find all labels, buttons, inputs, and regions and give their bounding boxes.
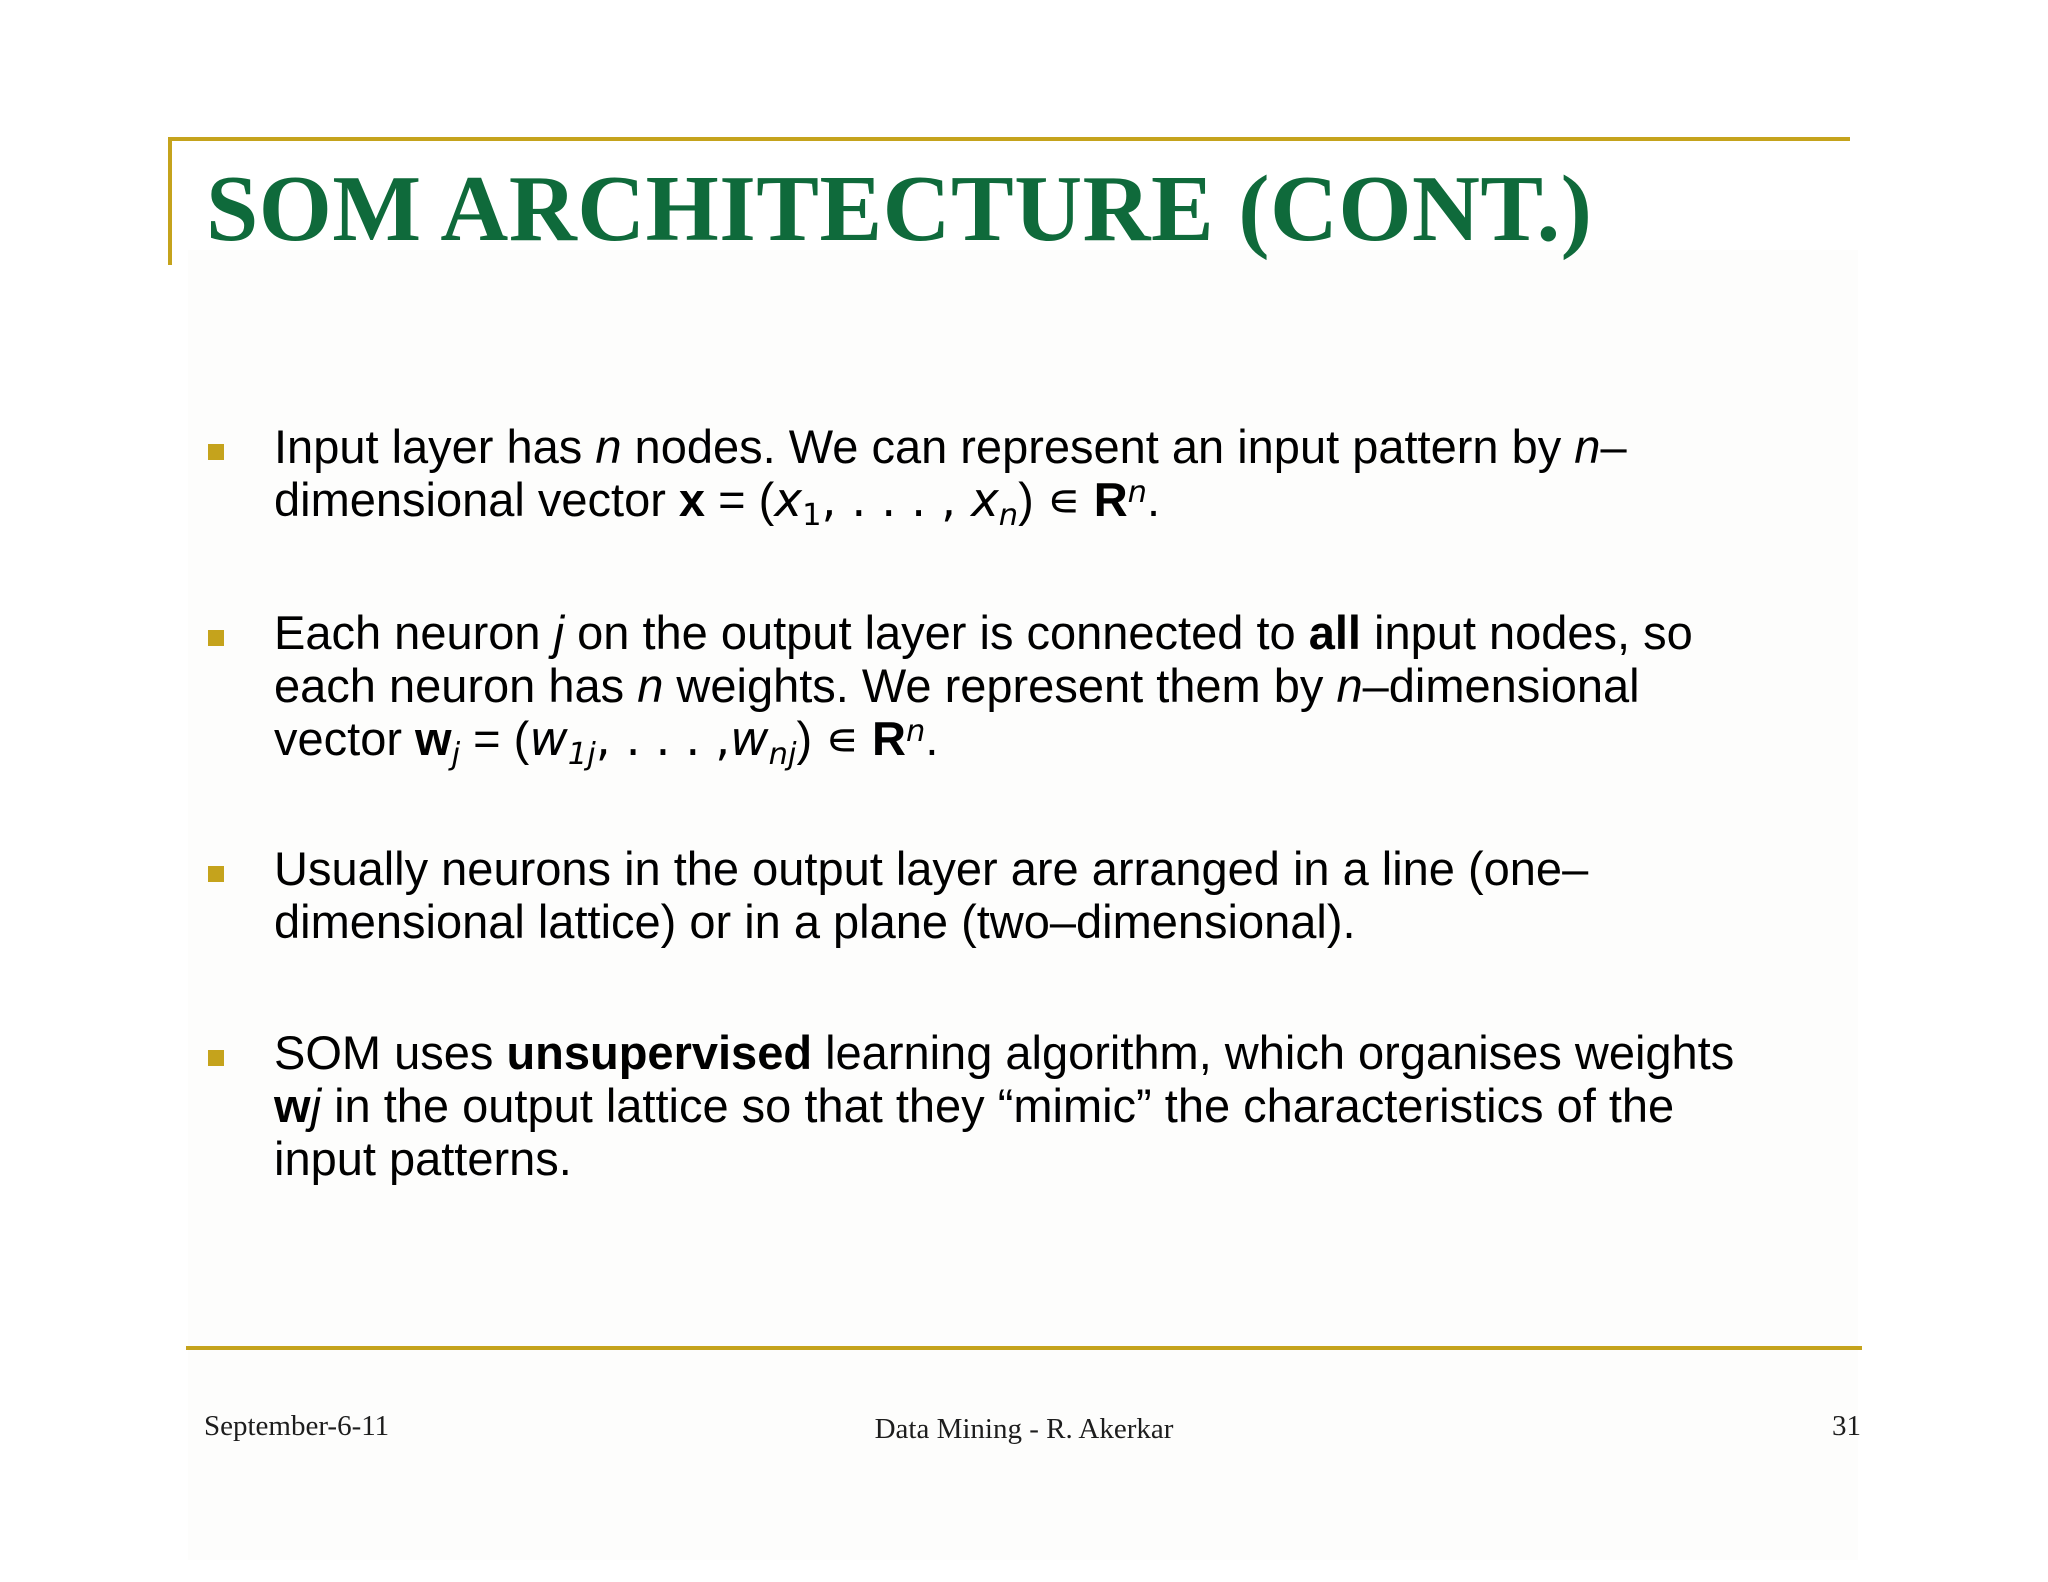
bold-vector: w: [415, 712, 452, 765]
slide-title: SOM ARCHITECTURE (CONT.): [206, 157, 1593, 261]
subscript: n: [998, 497, 1019, 533]
title-top-rule: [168, 137, 1850, 141]
text-run: [859, 712, 872, 765]
footer-course: Data Mining - R. Akerkar: [874, 1413, 1174, 1445]
text-run: input nodes, so: [1360, 606, 1693, 659]
text-run: SOM uses: [274, 1026, 507, 1079]
bold-real-set: R: [1093, 473, 1128, 526]
superscript: n: [905, 714, 926, 750]
text-run: –: [1600, 420, 1627, 473]
text-run: learning algorithm, which organises weights: [812, 1026, 1735, 1079]
element-of-symbol: ∊: [825, 712, 859, 767]
subscript: j: [451, 736, 461, 772]
text-run: in the output lattice so that they “mimic” the characteristics of the: [321, 1079, 1675, 1132]
bold-vector: x: [678, 473, 706, 526]
bullet-line: input patterns.: [274, 1132, 572, 1185]
bullet-text: [274, 606, 1834, 772]
bullet-line: dimensional lattice) or in a plane (two–dimensional).: [274, 895, 1356, 948]
text-run: ): [1018, 473, 1047, 526]
page-number: 31: [1832, 1410, 1861, 1442]
footer-rule: [186, 1346, 1862, 1350]
text-run: on the output layer is connected to: [564, 606, 1309, 659]
square-bullet-icon: [208, 630, 224, 646]
math-variable: n: [637, 659, 664, 712]
bullet-line: [274, 606, 1834, 659]
square-bullet-icon: [208, 866, 224, 882]
math-variable: j: [310, 1079, 322, 1132]
bullet-line: [274, 473, 1834, 533]
text-run: dimensional vector: [274, 473, 679, 526]
square-bullet-icon: [208, 1050, 224, 1066]
bullet-line: [274, 1079, 1834, 1132]
text-run: .: [925, 712, 939, 765]
text-run: = (: [460, 712, 530, 765]
text-run: weights. We represent them by: [663, 659, 1337, 712]
text-run: [1081, 473, 1094, 526]
bullet-line: [274, 1026, 1834, 1079]
text-run: nodes. We can represent an input pattern by: [621, 420, 1575, 473]
math-variable: n: [1336, 659, 1363, 712]
math-text: , . . . ,: [821, 473, 971, 528]
subscript: 1j: [567, 736, 596, 772]
math-variable: w: [730, 712, 769, 767]
bullet-line: [274, 659, 1834, 712]
bullet-line: [274, 420, 1834, 473]
math-variable: w: [529, 712, 568, 767]
text-run: Input layer has: [274, 420, 596, 473]
bold-real-set: R: [872, 712, 906, 765]
text-run: = (: [705, 473, 775, 526]
math-variable: n: [1574, 420, 1601, 473]
text-run: vector: [274, 712, 416, 765]
title-left-rule: [168, 137, 172, 265]
bold-vector: w: [274, 1079, 311, 1132]
element-of-symbol: ∊: [1046, 473, 1081, 528]
bullet-text: [274, 1026, 1834, 1185]
bold-text: unsupervised: [506, 1026, 813, 1079]
text-run: ): [796, 712, 826, 765]
bullet-line: [274, 712, 1834, 772]
bold-text: all: [1308, 606, 1361, 659]
bullet-line: Usually neurons in the output layer are arranged in a line (one–: [274, 842, 1589, 895]
text-run: each neuron has: [274, 659, 638, 712]
subscript: 1: [802, 497, 822, 533]
bullet-text: [274, 420, 1834, 533]
text-run: –dimensional: [1362, 659, 1640, 712]
text-run: Each neuron: [274, 606, 554, 659]
math-variable: j: [553, 606, 565, 659]
math-variable: x: [774, 473, 803, 528]
subscript: nj: [768, 736, 797, 772]
text-run: .: [1147, 473, 1161, 526]
math-variable: x: [970, 473, 999, 528]
square-bullet-icon: [208, 444, 224, 460]
footer-date: September-6-11: [204, 1410, 390, 1442]
superscript: n: [1127, 475, 1148, 511]
bullet-text: [274, 842, 1834, 948]
math-variable: n: [595, 420, 622, 473]
math-text: , . . . ,: [595, 712, 731, 767]
